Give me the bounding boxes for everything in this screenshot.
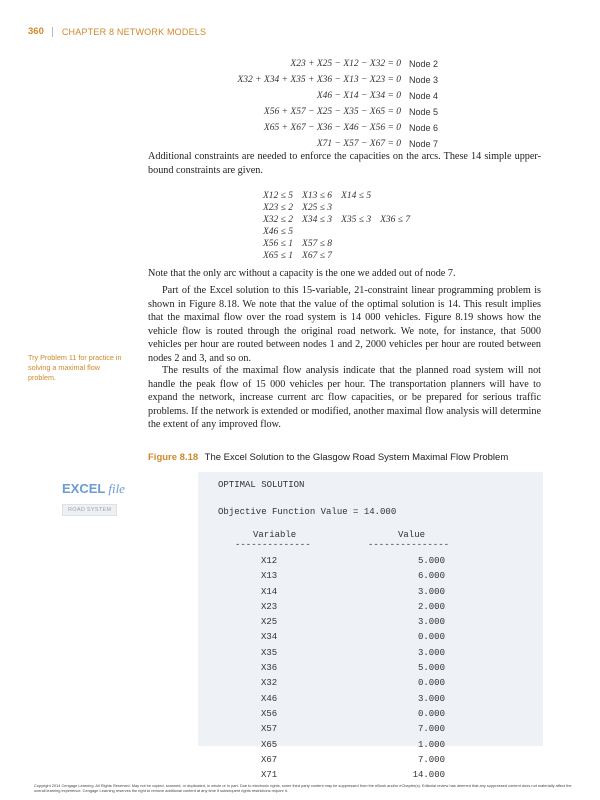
result-variable: X23 <box>261 601 278 612</box>
constraint-node-label: Node 3 <box>409 75 439 85</box>
constraint-node-label: Node 7 <box>409 139 439 149</box>
upper-bound: X12 ≤ 5 <box>263 191 294 201</box>
result-row <box>198 709 543 724</box>
result-value: 5.000 <box>417 663 445 674</box>
upper-bound: X65 ≤ 1 <box>263 251 294 261</box>
constraint-expression: X23 + X25 − X12 − X32 = 0 <box>290 59 401 69</box>
result-variable: X71 <box>261 770 278 781</box>
constraint-node-label: Node 4 <box>409 91 439 101</box>
result-row <box>198 740 543 755</box>
upper-bound: X36 ≤ 7 <box>380 215 411 225</box>
upper-bound: X35 ≤ 3 <box>341 215 372 225</box>
page-header <box>28 26 206 37</box>
chapter-title: CHAPTER 8 NETWORK MODELS <box>61 26 207 37</box>
upper-bound: X13 ≤ 6 <box>302 191 333 201</box>
constraint-node-label: Node 2 <box>409 59 439 69</box>
column-header-variable: Variable <box>253 530 297 540</box>
result-row <box>198 724 543 739</box>
result-rows <box>198 556 543 785</box>
constraint-expression: X56 + X57 − X25 − X35 − X65 = 0 <box>263 107 401 117</box>
node-constraint-row <box>190 88 490 104</box>
upper-bound: X34 ≤ 3 <box>302 215 333 225</box>
node-constraint-row <box>190 72 490 88</box>
paragraph-capacity-intro: Additional constraints are needed to enforce the capacities on the arcs. These 14 simple upper-bound constraints are given. <box>148 151 541 176</box>
result-value: 7.000 <box>417 724 445 735</box>
result-value: 14.000 <box>412 770 445 781</box>
result-variable: X36 <box>261 663 278 674</box>
result-row <box>198 694 543 709</box>
upper-bound: X25 ≤ 3 <box>302 203 333 213</box>
constraint-expression: X46 − X14 − X34 = 0 <box>316 91 401 101</box>
column-header-value: Value <box>398 530 426 540</box>
margin-note: Try Problem 11 for practice in solving a maximal flow problem. <box>28 353 122 382</box>
result-variable: X56 <box>261 708 278 719</box>
paragraph-excel-solution: Part of the Excel solution to this 15-variable, 21-constraint linear programming problem is shown in Figure 8.18. We note that the value of the optimal solution is 14. This result implies that the maximal flow over the road system is 14 000 vehicles. Figure 8.19 shows how the vehicle flow is routed through the original road network. We note, for instance, that 5000 vehicles per hour are routed between nodes 1 and 2, 2000 vehicles per hour are routed between nodes 2 and 3, and so on. <box>148 285 541 364</box>
upper-bound-row <box>263 202 419 214</box>
result-row <box>198 678 543 693</box>
excel-label: EXCEL <box>62 481 106 496</box>
copyright-notice: Copyright 2014 Cengage Learning. All Rights Reserved. May not be copied, scanned, or duplicated, in whole or in part. Due to electronic rights, some third party content may be suppressed from the eBook and/or eChapter(s). Editorial review has deemed that any suppressed content does not materially affect the overall learning experience. Cengage Learning reserves the right to remove additional content at any time if subsequent rights restrictions require it. <box>34 783 572 793</box>
figure-caption <box>148 452 508 463</box>
output-heading: OPTIMAL SOLUTION <box>218 480 305 490</box>
result-row <box>198 602 543 617</box>
file-name-tag: ROAD SYSTEM <box>62 504 117 516</box>
result-variable: X34 <box>261 632 278 643</box>
result-variable: X32 <box>261 678 278 689</box>
upper-bound: X56 ≤ 1 <box>263 239 294 249</box>
result-variable: X25 <box>261 617 278 628</box>
upper-bound: X14 ≤ 5 <box>341 191 372 201</box>
result-row <box>198 648 543 663</box>
upper-bound: X57 ≤ 8 <box>302 239 333 249</box>
result-value: 3.000 <box>417 586 445 597</box>
result-row <box>198 663 543 678</box>
upper-bound-row <box>263 226 419 238</box>
result-value: 3.000 <box>417 693 445 704</box>
result-variable: X13 <box>261 571 278 582</box>
column-divider-value: --------------- <box>368 540 450 550</box>
result-row <box>198 587 543 602</box>
upper-bound-constraints <box>263 190 419 262</box>
node-constraint-row <box>190 56 490 72</box>
constraint-expression: X32 + X34 + X35 + X36 − X13 − X23 = 0 <box>237 75 401 85</box>
upper-bound-row <box>263 238 419 250</box>
result-variable: X67 <box>261 754 278 765</box>
result-value: 5.000 <box>417 556 445 566</box>
result-row <box>198 755 543 770</box>
result-row <box>198 632 543 647</box>
result-value: 2.000 <box>417 601 445 612</box>
constraint-node-label: Node 5 <box>409 107 439 117</box>
result-value: 0.000 <box>417 632 445 643</box>
page-number: 360 <box>28 26 44 37</box>
file-label: file <box>108 481 125 496</box>
constraint-expression: X65 + X67 − X36 − X46 − X56 = 0 <box>263 123 401 133</box>
result-value: 0.000 <box>417 678 445 689</box>
result-value: 7.000 <box>417 754 445 765</box>
upper-bound: X32 ≤ 2 <box>263 215 294 225</box>
result-variable: X35 <box>261 647 278 658</box>
optimal-solution-panel <box>198 472 543 781</box>
result-variable: X57 <box>261 724 278 735</box>
result-variable: X65 <box>261 739 278 750</box>
upper-bound: X46 ≤ 5 <box>263 227 294 237</box>
header-divider <box>52 27 53 37</box>
result-variable: X14 <box>261 586 278 597</box>
result-value: 1.000 <box>417 739 445 750</box>
result-row <box>198 571 543 586</box>
paragraph-arc-note: Note that the only arc without a capacity is the one we added out of node 7. <box>148 268 456 279</box>
constraint-node-label: Node 6 <box>409 123 439 133</box>
result-value: 6.000 <box>417 571 445 582</box>
paragraph-results: The results of the maximal flow analysis indicate that the planned road system will not handle the peak flow of 15 000 vehicles per hour. The transportation planners will have to expand the network, increase current arc flow capacities, or be prepared for serious traffic problems. If the network is extended or modified, another maximal flow analysis will determine the extent of any improved flow. <box>148 365 541 431</box>
objective-value: Objective Function Value = 14.000 <box>218 507 397 517</box>
node-constraint-row <box>190 120 490 136</box>
upper-bound-row <box>263 190 419 202</box>
result-row <box>198 617 543 632</box>
node-constraint-row <box>190 104 490 120</box>
figure-title: The Excel Solution to the Glasgow Road System Maximal Flow Problem <box>204 452 509 463</box>
upper-bound: X23 ≤ 2 <box>263 203 294 213</box>
upper-bound-row <box>263 250 419 262</box>
column-divider-variable: -------------- <box>235 540 311 550</box>
result-value: 3.000 <box>417 617 445 628</box>
figure-number: Figure 8.18 <box>148 452 199 463</box>
excel-file-badge <box>62 480 125 516</box>
result-variable: X46 <box>261 693 278 704</box>
upper-bound: X67 ≤ 7 <box>302 251 333 261</box>
result-row <box>198 556 543 571</box>
node-constraints <box>190 56 490 152</box>
constraint-expression: X71 − X57 − X67 = 0 <box>316 139 401 149</box>
result-value: 3.000 <box>417 647 445 658</box>
result-value: 0.000 <box>417 708 445 719</box>
result-variable: X12 <box>261 556 278 566</box>
upper-bound-row <box>263 214 419 226</box>
